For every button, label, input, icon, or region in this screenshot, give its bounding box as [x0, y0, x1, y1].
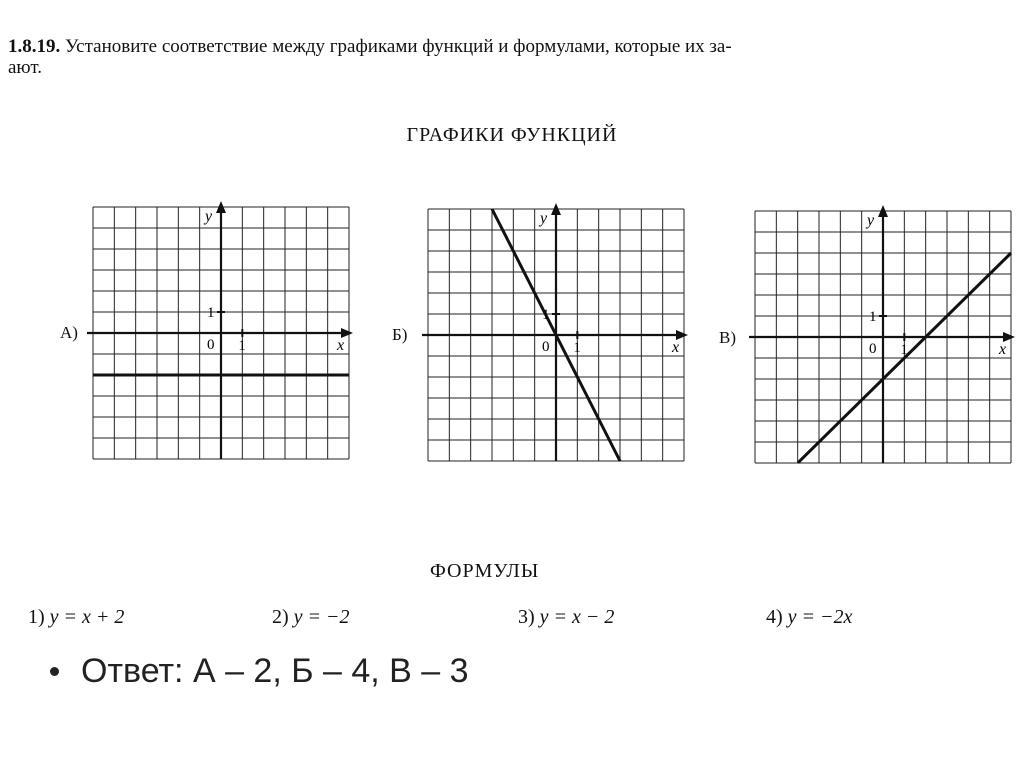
graph-b-label: Б): [392, 325, 408, 344]
formula-1: [28, 606, 124, 629]
task-statement: [8, 36, 1018, 78]
graph-c: [755, 211, 1011, 463]
graph-a-label: А): [60, 323, 78, 342]
formula-4-expr: y = −2x: [787, 606, 853, 628]
graph-c-label: В): [719, 328, 736, 347]
graph-b-tick-x: 1: [573, 340, 581, 356]
graph-a-axis-x: x: [337, 337, 345, 354]
graph-c-axis-y: y: [867, 212, 875, 229]
formula-2-expr: y = −2: [293, 606, 350, 628]
formula-3: [518, 606, 614, 629]
formula-2: [272, 606, 350, 629]
formula-1-expr: y = x + 2: [49, 606, 125, 628]
graph-a: [93, 207, 349, 459]
formula-4-num: 4): [766, 606, 783, 628]
formula-3-num: 3): [518, 606, 535, 628]
graph-c-origin: 0: [869, 341, 877, 357]
task-text-line2: ают.: [8, 57, 43, 78]
graph-a-origin: 0: [207, 337, 215, 353]
formulas-title: ФОРМУЛЫ: [430, 560, 540, 582]
answer-line: [50, 652, 469, 691]
task-number: 1.8.19.: [8, 36, 61, 57]
graph-b-origin: 0: [542, 339, 550, 355]
graph-a-axes: [87, 201, 353, 459]
graph-b-axis-x: x: [672, 339, 680, 356]
graph-a-tick-y: 1: [207, 305, 215, 321]
graph-c-tick-x: 1: [900, 342, 908, 358]
graph-c-axes: [749, 205, 1015, 463]
answer-text: Ответ: А – 2, Б – 4, В – 3: [81, 652, 469, 690]
graph-b-axis-y: y: [540, 210, 548, 227]
formula-3-expr: y = x − 2: [539, 606, 615, 628]
graphs-title: ГРАФИКИ ФУНКЦИЙ: [406, 124, 618, 146]
formula-2-num: 2): [272, 606, 289, 628]
graph-a-tick-x: 1: [238, 338, 246, 354]
graph-b: [428, 209, 684, 461]
graph-c-tick-y: 1: [869, 309, 877, 325]
formula-4: [766, 606, 852, 629]
formula-1-num: 1): [28, 606, 45, 628]
graph-c-axis-x: x: [999, 341, 1007, 358]
graph-b-tick-y: 1: [542, 307, 550, 323]
task-text-line1: Установите соответствие между графиками функций и формулами, которые их за-: [65, 36, 732, 57]
bullet-icon: [50, 667, 59, 676]
graph-a-axis-y: y: [205, 208, 213, 225]
